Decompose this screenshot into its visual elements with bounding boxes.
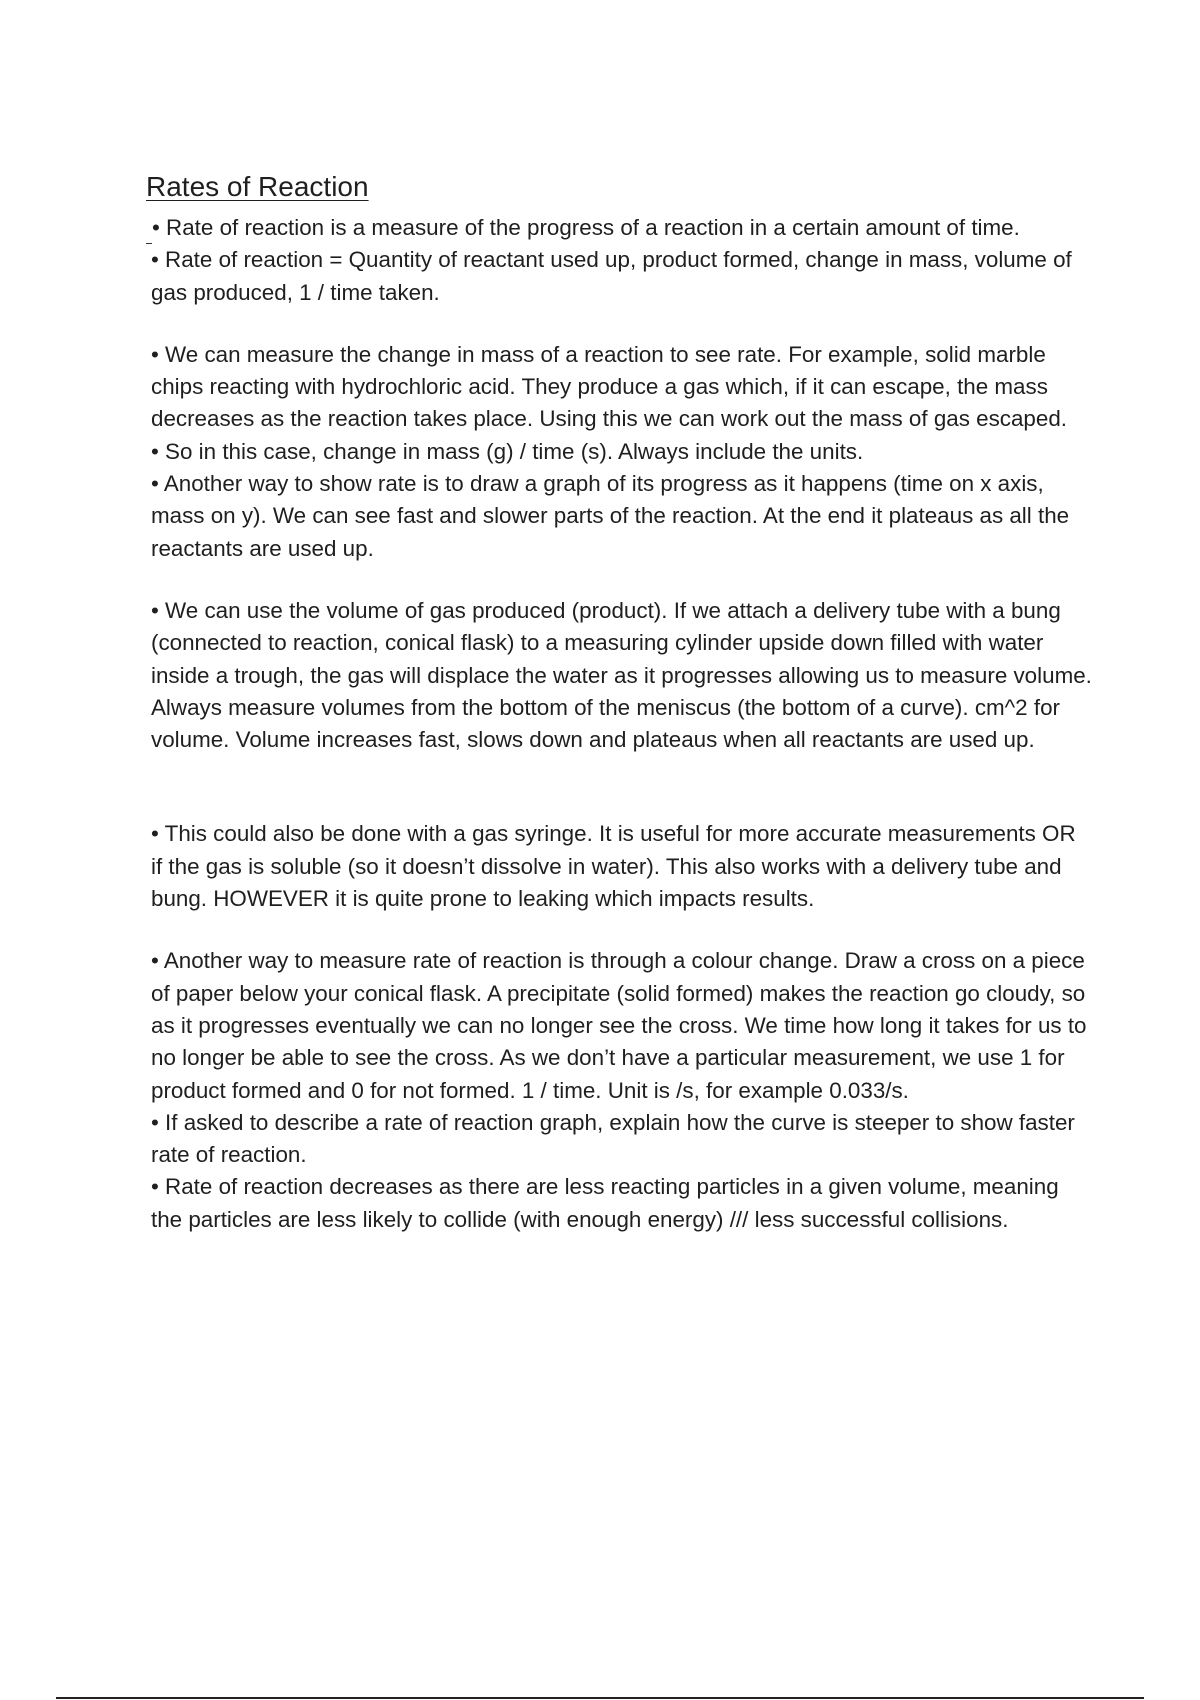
paragraph-6: • We can use the volume of gas produced (product). If we attach a delivery tube with a bung (connected to reaction, conical flask) to a measuring cylinder upside down filled with water inside a trough, the gas will displace the water as it progresses allowing us to measure volume. Always measure volumes from the bottom of the meniscus (the bottom of a curve). cm^2 for volume. Volume increases fast, slows down and plateaus when all reactants are used up. (151, 597, 1092, 753)
paragraph-2: • Rate of reaction = Quantity of reactant used up, product formed, change in mass, volume of gas produced, 1 / time taken. (151, 247, 1072, 305)
page-title: Rates of Reaction (146, 171, 369, 202)
paragraph-8: • Another way to measure rate of reaction is through a colour change. Draw a cross on a piece of paper below your conical flask. A precipitate (solid formed) makes the reaction go cloudy, so as it progresses eventually we can no longer see the cross. We time how long it takes for us to no longer be able to see the cross. As we don’t have a particular measurement, we use 1 for product formed and 0 for not formed. 1 / time. Unit is /s, for example 0.033/s. (151, 948, 1087, 1103)
paragraph-4: • So in this case, change in mass (g) / time (s). Always include the units. (151, 438, 864, 464)
paragraph-7: • This could also be done with a gas syringe. It is useful for more accurate measurements OR if the gas is soluble (so it doesn’t dissolve in water). This also works with a delivery tube and bung. HOWEVER it is quite prone to leaking which impacts results. (151, 821, 1076, 912)
document-body (146, 168, 1092, 1236)
paragraph-3: • We can measure the change in mass of a reaction to see rate. For example, solid marble chips reacting with hydrochloric acid. They produce a gas which, if it can escape, the mass decreases as the reaction takes place. Using this we can work out the mass of gas escaped. (151, 341, 1068, 432)
paragraph-1: • Rate of reaction is a measure of the progress of a reaction in a certain amount of time. (146, 212, 1092, 244)
spacer (146, 756, 1092, 818)
paragraph-9: • If asked to describe a rate of reaction graph, explain how the curve is steeper to show faster rate of reaction. (151, 1109, 1075, 1168)
paragraph-10: • Rate of reaction decreases as there are less reacting particles in a given volume, meaning the particles are less likely to collide (with enough energy) /// less successful collisions. (151, 1174, 1059, 1232)
spacer (146, 309, 1092, 339)
spacer (146, 565, 1092, 595)
page-bottom-divider (56, 1697, 1144, 1699)
paragraph-5: • Another way to show rate is to draw a graph of its progress as it happens (time on x axis, mass on y). We can see fast and slower parts of the reaction. At the end it plateaus as all the reactants are used up. (151, 471, 1070, 561)
spacer (146, 915, 1092, 945)
